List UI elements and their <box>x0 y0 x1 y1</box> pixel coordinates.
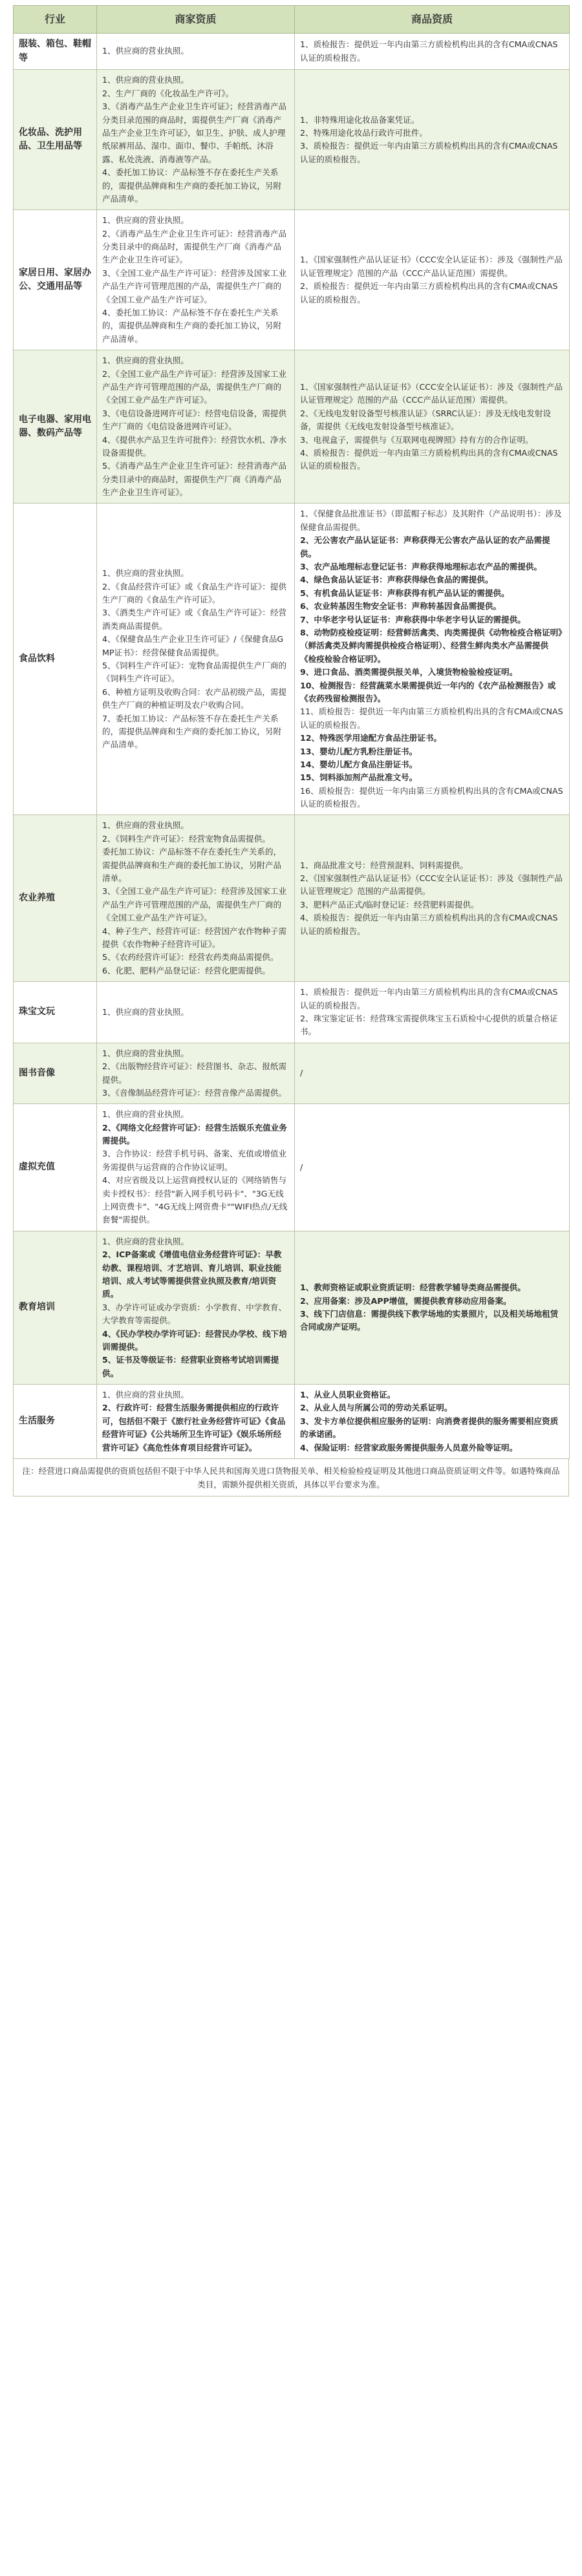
product-requirement-line: 8、动物防疫检疫证明：经营鲜活禽类、肉类需提供《动物检疫合格证明》（鲜活禽类及鲜肉需提供检疫合格证明）、经营生鲜肉类水产品需提供《检疫检验合格证明》。 <box>300 628 563 664</box>
product-requirement-line: 16、质检报告：提供近一年内由第三方质检机构出具的含有CMA或CNAS认证的质检报告。 <box>300 785 563 809</box>
product-requirement-line: / <box>300 1162 303 1172</box>
product-requirement-line: 2、质检报告：提供近一年内由第三方质检机构出具的含有CMA或CNAS认证的质检报告。 <box>300 281 558 304</box>
merchant-requirement-line: 6、种植方证明及收购合同：农产品初级产品，需提供生产厂商的种植证明及农户收购合同。 <box>102 687 287 710</box>
industry-cell: 食品饮料 <box>14 504 97 815</box>
merchant-qualification-cell <box>97 70 295 210</box>
qualification-table <box>13 5 570 1459</box>
merchant-qualification-cell <box>97 34 295 70</box>
product-requirement-line: 4、绿色食品认证证书：声称获得绿色食品的需提供。 <box>300 575 493 585</box>
table-row <box>14 1231 570 1384</box>
table-row <box>14 815 570 982</box>
product-requirement-line: 1、《保健食品批准证书》（即蓝帽子标志）及其附件（产品说明书）：涉及保健食品需提供。 <box>300 509 562 532</box>
merchant-requirement-line: 1、供应商的营业执照。 <box>102 568 189 579</box>
merchant-qualification-cell <box>97 1104 295 1231</box>
product-qualification-cell <box>295 815 570 982</box>
merchant-requirement-line: 5、证书及等级证书：经营职业资格考试培训需提供。 <box>102 1355 279 1378</box>
product-requirement-line: 2、无公害农产品认证证书：声称获得无公害农产品认证的农产品需提供。 <box>300 535 550 559</box>
merchant-requirement-line: 1、供应商的营业执照。 <box>102 1048 189 1058</box>
merchant-qualification-cell <box>97 982 295 1043</box>
product-requirement-line: 5、有机食品认证证书：声称获得有机产品认证的需提供。 <box>300 588 510 598</box>
merchant-requirement-line: 5、《农药经营许可证》：经营农药类商品需提供。 <box>102 952 279 963</box>
merchant-requirement-line: 1、供应商的营业执照。 <box>102 215 189 226</box>
merchant-qualification-cell <box>97 504 295 815</box>
product-requirement-line: / <box>300 1068 303 1078</box>
product-requirement-line: 3、电视盒子，需提供与《互联网电视牌照》持有方的合作证明。 <box>300 434 534 445</box>
table-header-row <box>14 6 570 34</box>
industry-cell: 珠宝文玩 <box>14 982 97 1043</box>
merchant-qualification-cell <box>97 1043 295 1104</box>
merchant-requirement-line: 2、《出版物经营许可证》：经营图书、杂志、报纸需提供。 <box>102 1061 287 1085</box>
product-requirement-line: 4、保险证明：经营家政服务需提供服务人员意外险等证明。 <box>300 1442 518 1453</box>
product-requirement-line: 4、质检报告：提供近一年内由第三方质检机构出具的含有CMA或CNAS认证的质检报告。 <box>300 913 558 936</box>
product-requirement-line: 14、婴幼儿配方食品注册证书。 <box>300 759 418 769</box>
product-requirement-line: 2、特殊用途化妆品行政许可批件。 <box>300 127 427 138</box>
header-product-qualification: 商品资质 <box>295 6 570 34</box>
product-requirement-line: 3、发卡方单位提供相应服务的证明：向消费者提供的服务需要相应资质的承诺函。 <box>300 1416 559 1440</box>
merchant-requirement-line: 2、行政许可：经营生活服务需提供相应的行政许可，包括但不限于《旅行社业务经营许可证》《食品经营许可证》《公共场所卫生许可证》《娱乐场所经营许可证》《高危性体育项目经营许可证》。 <box>102 1403 286 1453</box>
table-row <box>14 982 570 1043</box>
table-row <box>14 210 570 350</box>
product-requirement-line: 12、特殊医学用途配方食品注册证书。 <box>300 733 442 743</box>
product-qualification-cell <box>295 350 570 504</box>
merchant-requirement-line: 3、《电信设备进网许可证》：经营电信设备，需提供生产厂商的《电信设备进网许可证》。 <box>102 408 287 432</box>
merchant-requirement-line: 1、供应商的营业执照。 <box>102 75 189 85</box>
merchant-requirement-line: 5、《饲料生产许可证》：宠物食品需提供生产厂商的《饲料生产许可证》。 <box>102 660 287 684</box>
product-requirement-line: 2、应用备案：涉及APP增值，需提供教育移动应用备案。 <box>300 1295 512 1306</box>
merchant-qualification-cell <box>97 1385 295 1459</box>
product-requirement-line: 1、教师资格证或职业资质证明：经营教学辅导类商品需提供。 <box>300 1283 526 1293</box>
product-qualification-cell <box>295 210 570 350</box>
merchant-requirement-line: 7、委托加工协议：产品标签不存在委托生产关系的，需提供品牌商和生产商的委托加工协议，另附产品清单。 <box>102 713 282 750</box>
table-body <box>14 34 570 1459</box>
product-requirement-line: 9、进口食品、酒类需提供报关单，入境货物检验检疫证明。 <box>300 667 518 677</box>
merchant-requirement-line: 3、《音像制品经营许可证》：经营音像产品需提供。 <box>102 1087 287 1098</box>
merchant-requirement-line: 3、合作协议：经营手机号码、备案、充值或增值业务需提供与运营商的合作协议证明。 <box>102 1149 287 1172</box>
merchant-requirement-line: 2、《饲料生产许可证》：经营宠物食品需提供。 <box>102 833 270 844</box>
merchant-qualification-cell <box>97 1231 295 1384</box>
product-qualification-cell <box>295 34 570 70</box>
product-requirement-line: 7、中华老字号认证证书：声称获得中华老字号认证的需提供。 <box>300 614 526 624</box>
industry-cell: 虚拟充值 <box>14 1104 97 1231</box>
merchant-requirement-line: 4、《民办学校办学许可证》：经营民办学校、线下培训需提供。 <box>102 1328 287 1352</box>
merchant-requirement-line: 2、《全国工业产品生产许可证》：经营涉及国家工业产品生产许可管理范围的产品，需提供生产厂商的《全国工业产品生产许可证》。 <box>102 368 287 405</box>
product-requirement-line: 2、从业人员与所属公司的劳动关系证明。 <box>300 1403 453 1413</box>
product-requirement-line: 3、肥料产品正式/临时登记证：经营肥料需提供。 <box>300 899 479 910</box>
product-requirement-line: 4、质检报告：提供近一年内由第三方质检机构出具的含有CMA或CNAS认证的质检报告。 <box>300 447 558 471</box>
merchant-requirement-line: 1、供应商的营业执照。 <box>102 356 189 366</box>
industry-cell: 生活服务 <box>14 1385 97 1459</box>
product-requirement-line: 15、饲料添加剂产品批准文号。 <box>300 772 418 783</box>
merchant-requirement-line: 2、ICP备案或《增值电信业务经营许可证》：早教幼教、课程培训、才艺培训、育儿培训、职业技能培训、成人考试等需提供营业执照及教育/培训资质。 <box>102 1250 282 1299</box>
industry-cell: 农业养殖 <box>14 815 97 982</box>
product-requirement-line: 3、农产品地理标志登记证书：声称获得地理标志农产品的需提供。 <box>300 562 542 572</box>
merchant-requirement-line: 1、供应商的营业执照。 <box>102 1390 189 1400</box>
merchant-requirement-line: 1、供应商的营业执照。 <box>102 1236 189 1246</box>
header-merchant-qualification: 商家资质 <box>97 6 295 34</box>
product-qualification-cell <box>295 70 570 210</box>
industry-cell: 教育培训 <box>14 1231 97 1384</box>
product-qualification-cell <box>295 1385 570 1459</box>
merchant-requirement-line: 2、生产厂商的《化妆品生产许可》。 <box>102 88 234 98</box>
merchant-requirement-line: 4、委托加工协议：产品标签不存在委托生产关系的，需提供品牌商和生产商的委托加工协议，另附产品清单。 <box>102 308 282 344</box>
merchant-requirement-line: 3、办学许可证或办学资质：小学教育、中学教育、大学教育等需提供。 <box>102 1302 287 1326</box>
merchant-qualification-cell <box>97 350 295 504</box>
header-industry: 行业 <box>14 6 97 34</box>
table-footnote: 注：经营进口商品需提供的资质包括但不限于中华人民共和国海关进口货物报关单、相关检验检疫证明及其他进口商品资质证明文件等。如遇特殊商品类目，需额外提供相关资质，具体以平台要求为准。 <box>13 1459 569 1496</box>
industry-cell: 电子电器、家用电器、数码产品等 <box>14 350 97 504</box>
merchant-requirement-line: 4、委托加工协议：产品标签不存在委托生产关系的，需提供品牌商和生产商的委托加工协议，另附产品清单。 <box>102 167 282 204</box>
merchant-requirement-line: 4、《提供水产品卫生许可批件》：经营饮水机、净水设备需提供。 <box>102 434 287 458</box>
product-requirement-line: 6、农业转基因生物安全证书：声称转基因食品需提供。 <box>300 601 502 612</box>
industry-cell: 图书音像 <box>14 1043 97 1104</box>
product-requirement-line: 2、《无线电发射设备型号核准认证》（SRRC认证）：涉及无线电发射设备，需提供《无线电发射设备型号核准证》。 <box>300 408 551 432</box>
product-requirement-line: 13、婴幼儿配方乳粉注册证书。 <box>300 746 418 756</box>
table-row <box>14 350 570 504</box>
product-requirement-line: 1、《国家强制性产品认证证书》（CCC安全认证证书）：涉及《强制性产品认证管理规定》范围的产品（CCC产品认证范围）需提供。 <box>300 381 563 405</box>
merchant-requirement-line: 1、供应商的营业执照。 <box>102 1109 189 1120</box>
merchant-requirement-line: 4、对应省级及以上运营商授权认证的《网络销售与卖卡授权书》：经营"新入网手机号码卡"、"3G无线上网资费卡"、"4G无线上网资费卡""WIFI热点/无线套餐"需提供。 <box>102 1175 288 1225</box>
table-row <box>14 70 570 210</box>
product-requirement-line: 2、珠宝鉴定证书：经营珠宝需提供珠宝玉石质检中心提供的质量合格证书。 <box>300 1013 558 1037</box>
product-qualification-cell <box>295 1231 570 1384</box>
merchant-requirement-line: 委托加工协议：产品标签不存在委托生产关系的，需提供品牌商和生产商的委托加工协议，另附产品清单。 <box>102 847 282 884</box>
table-row <box>14 1104 570 1231</box>
merchant-requirement-line: 3、《全国工业产品生产许可证》：经营涉及国家工业产品生产许可管理范围的产品，需提供生产厂商的《全国工业产品生产许可证》。 <box>102 268 287 304</box>
product-qualification-cell <box>295 1104 570 1231</box>
product-requirement-line: 3、质检报告：提供近一年内由第三方质检机构出具的含有CMA或CNAS认证的质检报告。 <box>300 141 558 164</box>
merchant-requirement-line: 4、种子生产、经营许可证：经营国产农作物种子需提供《农作物种子经营许可证》。 <box>102 926 287 949</box>
merchant-requirement-line: 3、《全国工业产品生产许可证》：经营涉及国家工业产品生产许可管理范围的产品，需提供生产厂商的《全国工业产品生产许可证》。 <box>102 886 287 923</box>
product-qualification-cell <box>295 982 570 1043</box>
table-row <box>14 1385 570 1459</box>
product-requirement-line: 1、质检报告：提供近一年内由第三方质检机构出具的含有CMA或CNAS认证的质检报告。 <box>300 987 558 1010</box>
industry-cell: 化妆品、洗护用品、卫生用品等 <box>14 70 97 210</box>
merchant-requirement-line: 2、《消毒产品生产企业卫生许可证》：经营消毒产品分类目录中的商品时，需提供生产厂商《消毒产品生产企业卫生许可证》。 <box>102 228 287 265</box>
industry-cell: 家居日用、家居办公、交通用品等 <box>14 210 97 350</box>
product-requirement-line: 3、线下门店信息：需提供线下教学场地的实景照片，以及相关场地租赁合同或房产证明。 <box>300 1308 559 1332</box>
merchant-requirement-line: 1、供应商的营业执照。 <box>102 1006 189 1017</box>
merchant-requirement-line: 3、《消毒产品生产企业卫生许可证》；经营消毒产品分类目录范围的商品时，需提供生产厂商《消毒产品生产企业卫生许可证》，如卫生、护肤、成人护理纸尿裤用品、湿巾、面巾、餐巾、手帕纸、沐浴露、私处洗液、消毒液等产品。 <box>102 101 287 164</box>
product-requirement-line: 1、非特殊用途化妆品备案凭证。 <box>300 114 420 125</box>
product-requirement-line: 11、质检报告：提供近一年内由第三方质检机构出具的含有CMA或CNAS认证的质检报告。 <box>300 707 563 730</box>
industry-cell: 服装、箱包、鞋帽等 <box>14 34 97 70</box>
merchant-requirement-line: 2、《网络文化经营许可证》：经营生活娱乐充值业务需提供。 <box>102 1122 287 1146</box>
table-row <box>14 34 570 70</box>
merchant-requirement-line: 6、化肥、肥料产品登记证：经营化肥需提供。 <box>102 965 270 975</box>
merchant-requirement-line: 2、《食品经营许可证》或《食品生产许可证》：提供生产厂商的《食品生产许可证》。 <box>102 581 287 605</box>
product-qualification-cell <box>295 504 570 815</box>
product-requirement-line: 2、《国家强制性产品认证证书》（CCC安全认证证书）：涉及《强制性产品认证管理规定》范围的产品需提供。 <box>300 873 563 897</box>
product-requirement-line: 1、《国家强制性产品认证证书》（CCC安全认证证书）：涉及《强制性产品认证管理规定》范围的产品（CCC产品认证范围）需提供。 <box>300 255 563 278</box>
table-row <box>14 1043 570 1104</box>
merchant-qualification-cell <box>97 210 295 350</box>
qualification-table-wrap <box>13 5 569 1496</box>
merchant-requirement-line: 4、《保健食品生产企业卫生许可证》/《保健食品GMP证书》：经营保健食品需提供。 <box>102 634 284 657</box>
merchant-requirement-line: 3、《酒类生产许可证》或《食品生产许可证》：经营酒类商品需提供。 <box>102 608 287 631</box>
merchant-qualification-cell <box>97 815 295 982</box>
merchant-requirement-line: 1、供应商的营业执照。 <box>102 46 189 56</box>
product-qualification-cell <box>295 1043 570 1104</box>
product-requirement-line: 10、检测报告：经营蔬菜水果需提供近一年内的《农产品检测报告》或《农药残留检测报告》。 <box>300 680 556 703</box>
table-row <box>14 504 570 815</box>
merchant-requirement-line: 1、供应商的营业执照。 <box>102 820 189 831</box>
product-requirement-line: 1、从业人员职业资格证。 <box>300 1390 396 1400</box>
product-requirement-line: 1、商品批准文号：经营预混料、饲料需提供。 <box>300 860 468 870</box>
merchant-requirement-line: 5、《消毒产品生产企业卫生许可证》：经营消毒产品分类目录中的商品时，需提供生产厂商《消毒产品生产企业卫生许可证》。 <box>102 461 287 498</box>
product-requirement-line: 1、质检报告：提供近一年内由第三方质检机构出具的含有CMA或CNAS认证的质检报告。 <box>300 39 558 63</box>
